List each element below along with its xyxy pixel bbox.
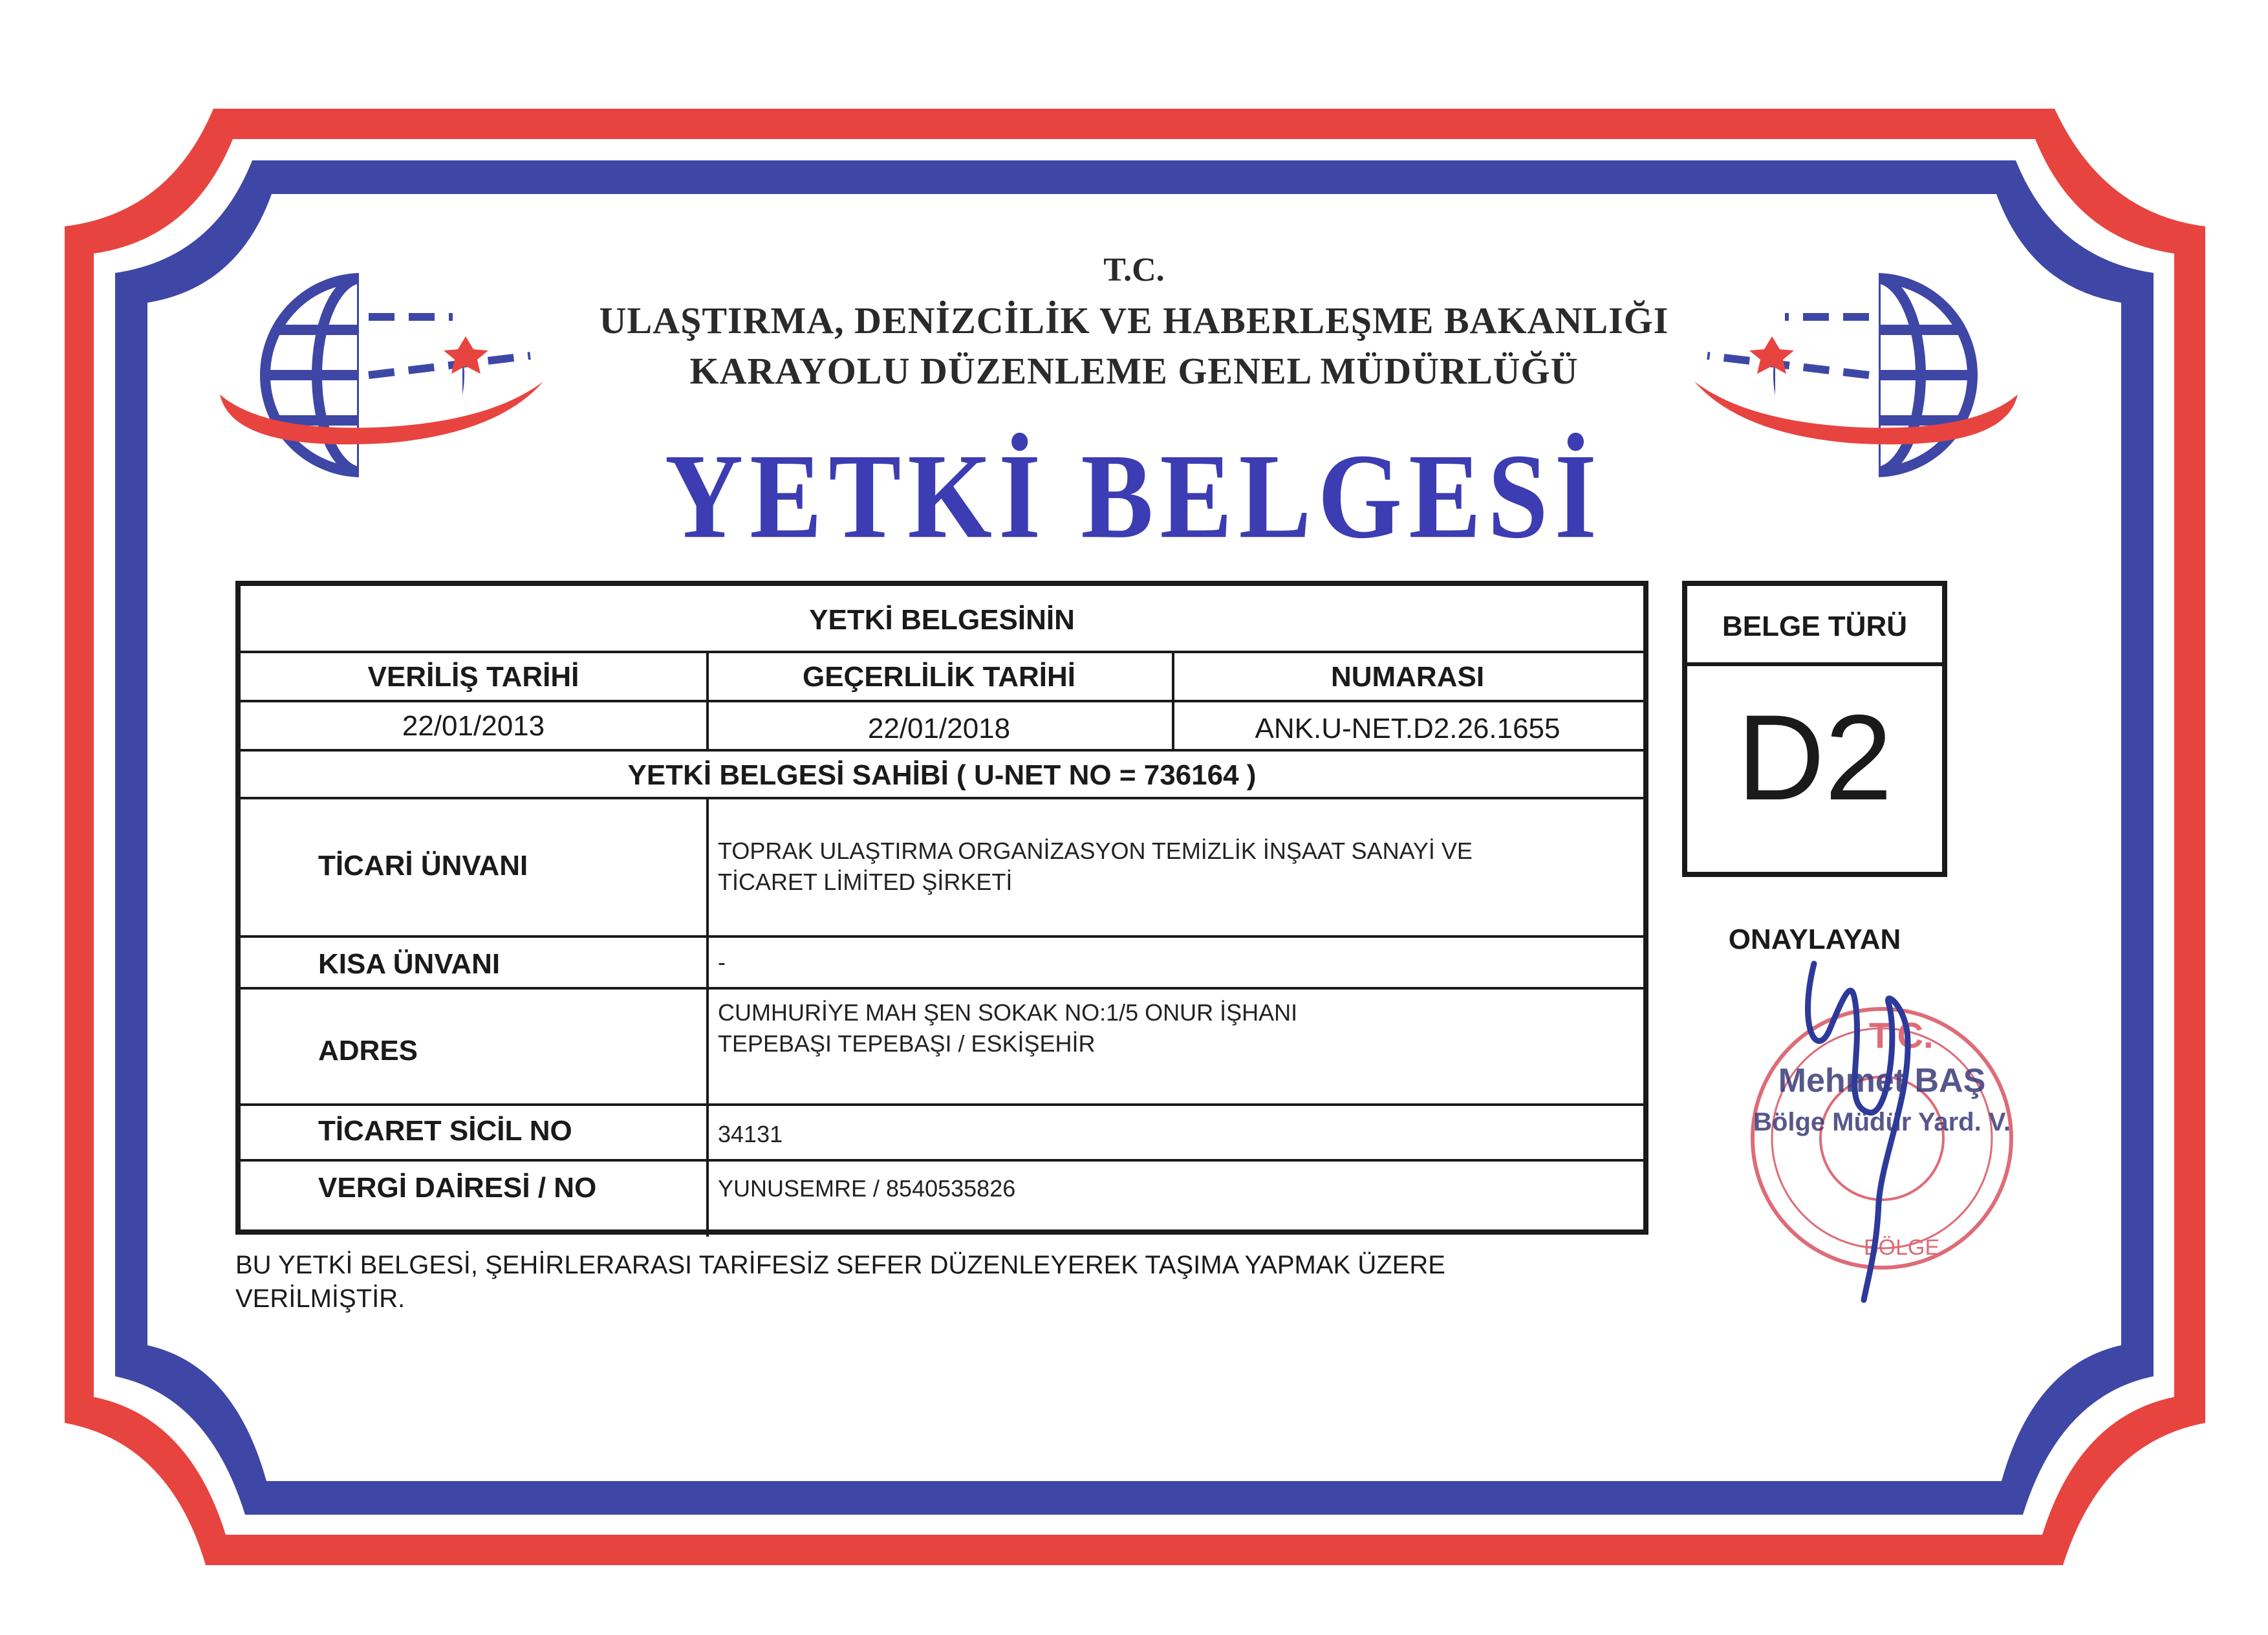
header-ministry: ULAŞTIRMA, DENİZCİLİK VE HABERLEŞME BAKANLIĞI xyxy=(599,299,1669,341)
document-type-box xyxy=(1682,581,1947,877)
short-name-value: - xyxy=(718,949,726,975)
official-seal xyxy=(1694,951,2031,1313)
tax-office-label: VERGİ DAİRESİ / NO xyxy=(318,1172,597,1204)
issue-date-header: VERİLİŞ TARİHİ xyxy=(367,661,579,693)
address-line-1: CUMHURİYE MAH ŞEN SOKAK NO:1/5 ONUR İŞHANI xyxy=(718,999,1298,1026)
document-type-value: D2 xyxy=(1736,689,1893,825)
number-header: NUMARASI xyxy=(1330,661,1485,693)
trade-name-label: TİCARİ ÜNVANI xyxy=(318,850,528,882)
address-label: ADRES xyxy=(318,1035,418,1067)
trade-name-line-2: TİCARET LİMİTED ŞİRKETİ xyxy=(718,869,1013,895)
approver-label: ONAYLAYAN xyxy=(1728,924,1901,955)
issue-date-value: 22/01/2013 xyxy=(402,710,545,742)
footer-note-line-2: VERİLMİŞTİR. xyxy=(235,1284,405,1313)
stamp-title: Bölge Müdür Yard. V. xyxy=(1753,1108,2011,1136)
footer-note-line-1: BU YETKİ BELGESİ, ŞEHİRLERARASI TARİFESİZ SEFER DÜZENLEYEREK TAŞIMA YAPMAK ÜZERE xyxy=(235,1251,1445,1279)
address-line-2: TEPEBAŞI TEPEBAŞI / ESKİŞEHİR xyxy=(718,1030,1096,1057)
short-name-label: KISA ÜNVANI xyxy=(318,948,501,980)
trade-name-line-1: TOPRAK ULAŞTIRMA ORGANİZASYON TEMİZLİK İNŞAAT SANAYİ VE xyxy=(718,838,1473,864)
table-divider xyxy=(241,749,1643,752)
header-country: T.C. xyxy=(1103,252,1165,288)
tax-office-value: YUNUSEMRE / 8540535826 xyxy=(718,1175,1016,1202)
trade-registry-label: TİCARET SİCİL NO xyxy=(318,1115,572,1147)
table-divider xyxy=(241,1159,1643,1162)
table-divider xyxy=(241,700,1643,702)
table-divider xyxy=(241,1103,1643,1106)
svg-text:T.C.: T.C. xyxy=(1869,1015,1934,1056)
trade-registry-value: 34131 xyxy=(718,1121,783,1147)
stamp-name: Mehmet BAŞ xyxy=(1778,1062,1986,1099)
document-title: YETKİ BELGESİ xyxy=(664,429,1604,564)
certificate-section-title: YETKİ BELGESİNİN xyxy=(809,604,1075,636)
table-divider xyxy=(241,651,1643,653)
table-divider xyxy=(241,797,1643,799)
certificate-number-value: ANK.U-NET.D2.26.1655 xyxy=(1255,713,1561,744)
svg-text:BÖLGE: BÖLGE xyxy=(1864,1235,1940,1260)
header-directorate: KARAYOLU DÜZENLEME GENEL MÜDÜRLÜĞÜ xyxy=(689,350,1579,392)
document-type-divider xyxy=(1687,662,1942,666)
table-divider xyxy=(241,935,1643,938)
validity-date-header: GEÇERLİLİK TARİHİ xyxy=(802,661,1076,693)
document-type-label: BELGE TÜRÜ xyxy=(1722,611,1907,642)
validity-date-value: 22/01/2018 xyxy=(867,713,1011,744)
footer-note xyxy=(235,1248,1529,1316)
table-divider xyxy=(241,987,1643,990)
certificate-table xyxy=(235,581,1648,1235)
holder-section-title: YETKİ BELGESİ SAHİBİ ( U-NET NO = 736164 ) xyxy=(627,759,1257,791)
table-divider xyxy=(706,797,709,1237)
